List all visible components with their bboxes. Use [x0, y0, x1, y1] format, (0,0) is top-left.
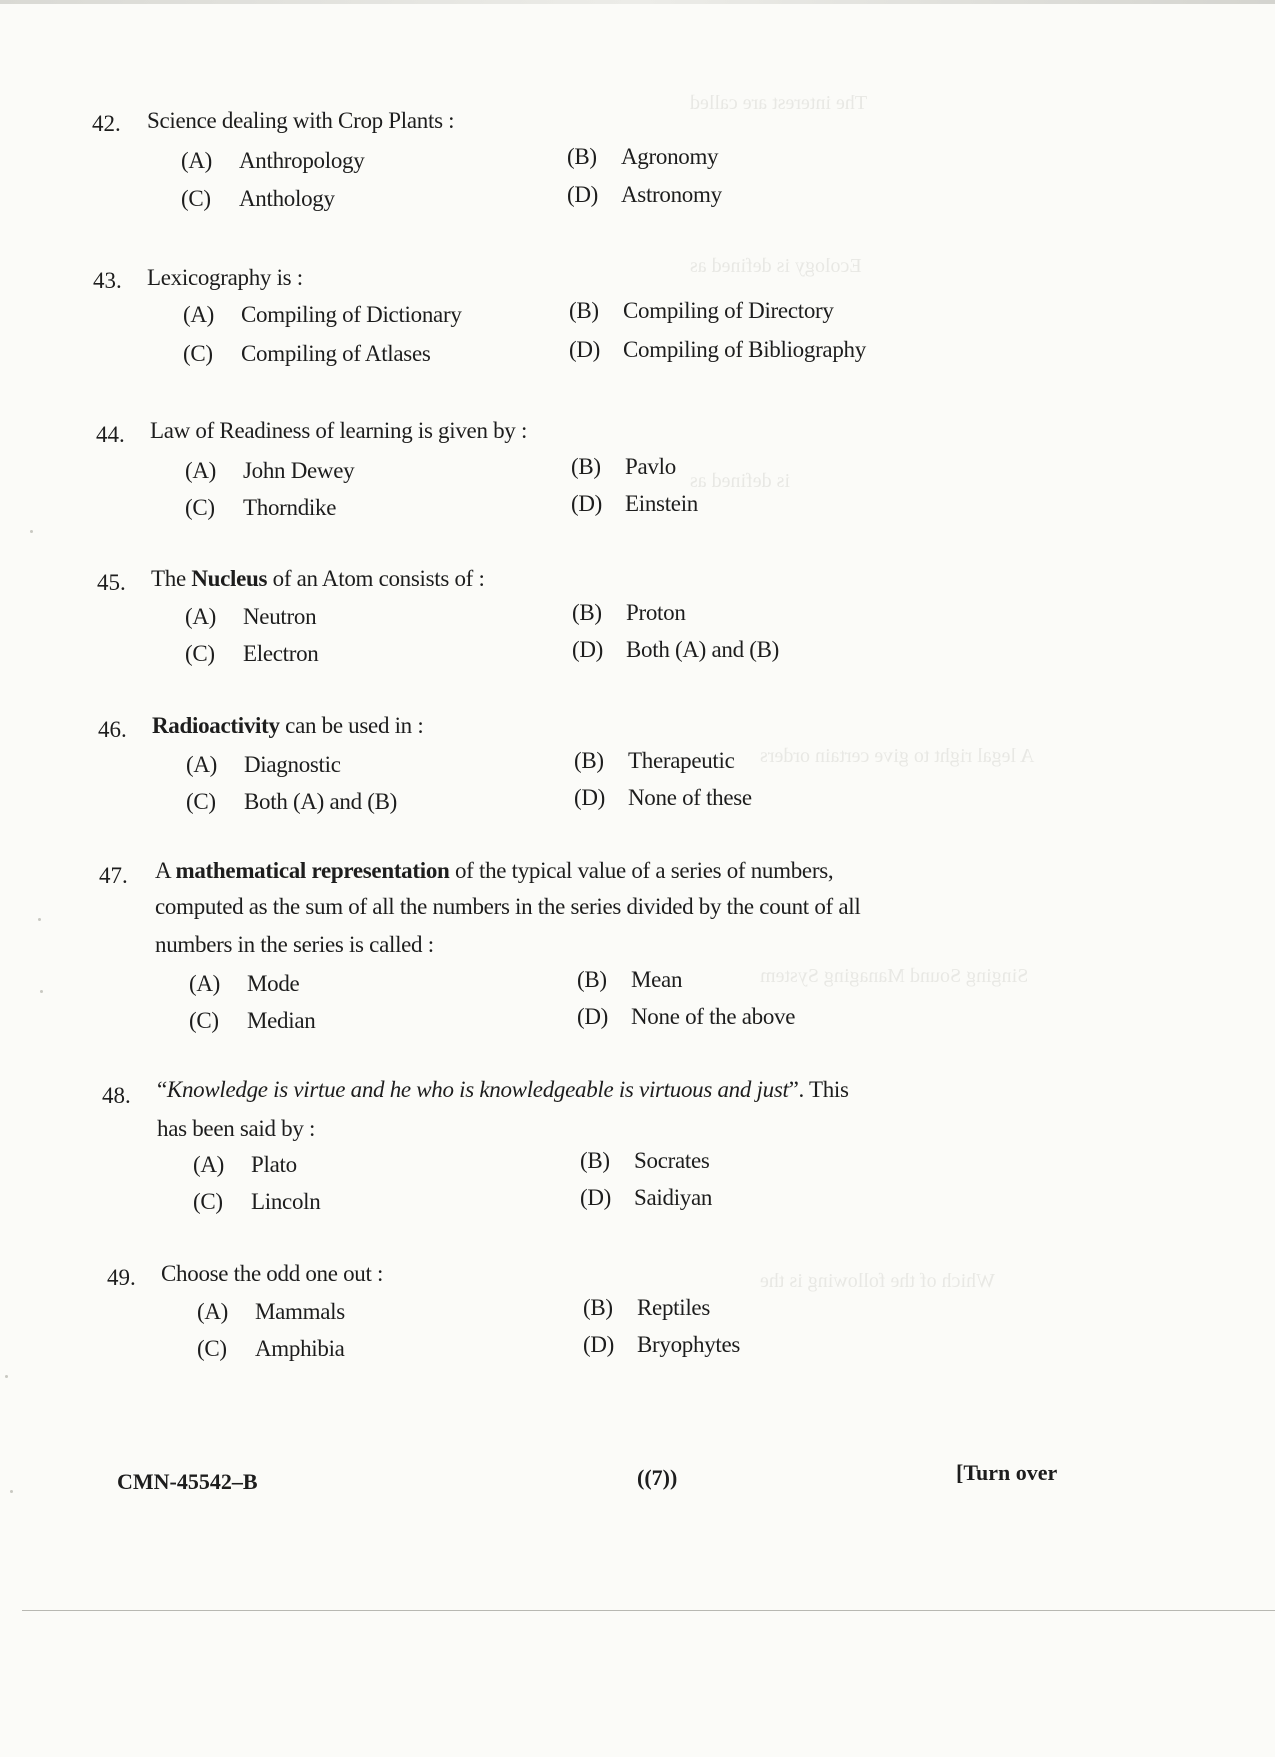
option-a: [183, 302, 462, 328]
question-text-part: “: [157, 1077, 167, 1102]
question-number: 44.: [96, 422, 125, 447]
option-letter: (B): [574, 748, 604, 773]
option-letter: (D): [577, 1004, 609, 1029]
option-text: Reptiles: [637, 1295, 710, 1320]
question-number: 49.: [107, 1265, 136, 1290]
option-text: None of these: [628, 785, 752, 810]
question-text-bold: Radioactivity: [152, 713, 280, 738]
question-text: [155, 858, 833, 884]
option-a: [193, 1152, 297, 1178]
option-c: [185, 495, 336, 521]
paper-speck: [30, 530, 33, 533]
question-number: 43.: [93, 268, 122, 293]
question-number: 47.: [99, 863, 128, 888]
option-letter: (A): [186, 752, 218, 777]
option-b: [580, 1148, 710, 1174]
option-letter: (A): [185, 604, 217, 629]
question-text-bold: Nucleus: [191, 566, 268, 591]
option-a: [185, 458, 354, 484]
option-a: [181, 148, 364, 174]
option-letter: (A): [189, 971, 221, 996]
option-letter: (B): [569, 298, 599, 323]
page-number: ((7)): [637, 1465, 678, 1490]
question-text: Choose the odd one out :: [161, 1261, 384, 1286]
option-letter: (B): [572, 600, 602, 625]
option-b: [583, 1295, 710, 1321]
paper-speck: [10, 1490, 13, 1493]
option-letter: (C): [185, 641, 215, 666]
option-text: Plato: [251, 1152, 297, 1177]
paper-speck: [38, 918, 41, 921]
question-text: [152, 713, 423, 739]
show-through-text: is defined as: [690, 470, 790, 492]
option-text: Both (A) and (B): [244, 789, 397, 814]
option-text: Compiling of Dictionary: [241, 302, 462, 327]
option-letter: (D): [567, 182, 599, 207]
option-text: Lincoln: [251, 1189, 321, 1214]
option-c: [185, 641, 319, 667]
option-text: Saidiyan: [634, 1185, 713, 1210]
option-text: Einstein: [625, 491, 698, 516]
option-text: Electron: [243, 641, 319, 666]
question-text: computed as the sum of all the numbers in the series divided by the count of all: [155, 894, 861, 919]
show-through-text: A legal right to give certain orders: [760, 745, 1035, 767]
option-c: [186, 789, 397, 815]
question-number: 42.: [92, 111, 121, 136]
option-text: Mean: [631, 967, 683, 992]
option-text: Agronomy: [621, 144, 719, 169]
option-b: [571, 454, 676, 480]
option-letter: (B): [571, 454, 601, 479]
option-a: [185, 604, 316, 630]
option-c: [193, 1189, 320, 1215]
option-letter: (C): [197, 1336, 227, 1361]
option-text: Therapeutic: [628, 748, 735, 773]
option-letter: (C): [185, 495, 215, 520]
option-text: Neutron: [243, 604, 317, 629]
option-letter: (D): [583, 1332, 615, 1357]
show-through-text: The interest are called: [690, 92, 868, 114]
show-through-text: Singing Sound Managing System: [760, 965, 1029, 987]
option-letter: (C): [189, 1008, 219, 1033]
option-letter: (B): [577, 967, 607, 992]
option-c: [181, 186, 335, 212]
option-letter: (A): [183, 302, 215, 327]
paper-code: CMN-45542–B: [117, 1469, 258, 1494]
option-c: [183, 341, 431, 367]
option-text: Mammals: [255, 1299, 345, 1324]
option-letter: (A): [193, 1152, 225, 1177]
turn-over-note: [Turn over: [956, 1460, 1058, 1485]
question-text: Science dealing with Crop Plants :: [147, 108, 455, 133]
option-letter: (C): [193, 1189, 223, 1214]
option-text: John Dewey: [243, 458, 355, 483]
option-b: [572, 600, 686, 626]
option-letter: (D): [574, 785, 606, 810]
question-text-part: of an Atom consists of :: [272, 566, 485, 591]
option-text: Astronomy: [621, 182, 722, 207]
option-text: Proton: [626, 600, 686, 625]
option-text: Anthropology: [239, 148, 365, 173]
option-text: Median: [247, 1008, 316, 1033]
option-b: [567, 144, 718, 170]
option-letter: (A): [181, 148, 213, 173]
question-text: [157, 1077, 849, 1103]
question-number: 48.: [102, 1083, 131, 1108]
option-text: Mode: [247, 971, 300, 996]
option-text: Compiling of Atlases: [241, 341, 431, 366]
option-a: [186, 752, 341, 778]
option-b: [577, 967, 682, 993]
question-text-part: can be used in :: [285, 713, 424, 738]
option-text: Bryophytes: [637, 1332, 741, 1357]
option-text: Diagnostic: [244, 752, 341, 777]
option-text: None of the above: [631, 1004, 796, 1029]
option-b: [574, 748, 735, 774]
option-letter: (D): [572, 637, 604, 662]
question-number: 45.: [97, 570, 126, 595]
option-letter: (C): [181, 186, 211, 211]
question-text: numbers in the series is called :: [155, 932, 434, 957]
bottom-rule: [22, 1610, 1275, 1611]
option-text: Compiling of Directory: [623, 298, 834, 323]
paper-speck: [5, 1375, 8, 1378]
question-text-italic: Knowledge is virtue and he who is knowledgeable is virtuous and just: [166, 1077, 789, 1102]
question-text-part: The: [151, 566, 186, 591]
question-text-part: of the typical value of a series of numbers,: [454, 858, 834, 883]
option-letter: (D): [569, 337, 601, 362]
option-text: Amphibia: [255, 1336, 345, 1361]
option-letter: (B): [580, 1148, 610, 1173]
option-text: Both (A) and (B): [626, 637, 779, 662]
option-d: [580, 1185, 712, 1211]
option-d: [572, 637, 779, 663]
option-letter: (B): [567, 144, 597, 169]
show-through-text: Which of the following is the: [760, 1270, 995, 1292]
option-letter: (D): [580, 1185, 612, 1210]
option-text: Anthology: [239, 186, 335, 211]
option-c: [189, 1008, 315, 1034]
option-a: [189, 971, 299, 997]
paper-speck: [40, 990, 43, 993]
option-c: [197, 1336, 345, 1362]
question-text: Lexicography is :: [147, 265, 303, 290]
option-letter: (B): [583, 1295, 613, 1320]
option-letter: (C): [186, 789, 216, 814]
show-through-text: Ecology is defined as: [690, 255, 862, 277]
option-letter: (C): [183, 341, 213, 366]
question-number: 46.: [98, 717, 127, 742]
option-d: [571, 491, 698, 517]
question-text: has been said by :: [157, 1116, 316, 1141]
question-text-part: A: [155, 858, 171, 883]
option-d: [569, 337, 866, 363]
top-edge-line: [0, 0, 1275, 4]
option-letter: (D): [571, 491, 603, 516]
option-d: [577, 1004, 795, 1030]
option-d: [574, 785, 752, 811]
option-a: [197, 1299, 345, 1325]
option-d: [583, 1332, 740, 1358]
option-text: Pavlo: [625, 454, 676, 479]
question-text: [151, 566, 485, 592]
option-letter: (A): [185, 458, 217, 483]
option-text: Compiling of Bibliography: [623, 337, 866, 362]
option-text: Thorndike: [243, 495, 337, 520]
option-text: Socrates: [634, 1148, 710, 1173]
option-d: [567, 182, 722, 208]
question-text-bold: mathematical representation: [175, 858, 450, 883]
question-text-part: ”. This: [788, 1077, 849, 1102]
question-text: Law of Readiness of learning is given by :: [150, 418, 528, 443]
option-b: [569, 298, 834, 324]
option-letter: (A): [197, 1299, 229, 1324]
